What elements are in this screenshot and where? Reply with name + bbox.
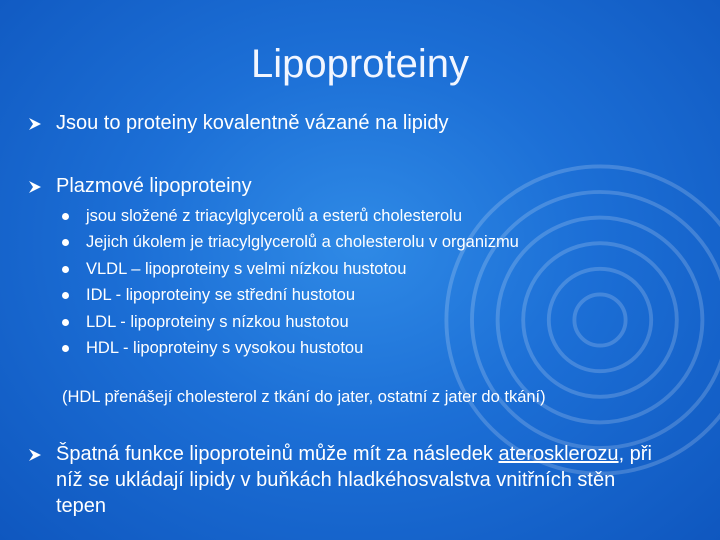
dot-icon bbox=[62, 319, 69, 326]
list-item bbox=[62, 283, 682, 310]
arrowhead-icon bbox=[28, 117, 42, 131]
slide-title: Lipoproteiny bbox=[251, 42, 469, 86]
bullet-text: Jsou to proteiny kovalentně vázané na lipidy bbox=[56, 112, 449, 134]
arrowhead-icon bbox=[28, 448, 42, 462]
atherosclerosis-link[interactable]: aterosklerozu bbox=[498, 443, 619, 465]
dot-icon bbox=[62, 292, 69, 299]
list-item bbox=[62, 309, 682, 336]
list-item-text: jsou složené z triacylglycerolů a esterů cholesterolu bbox=[86, 206, 463, 225]
bullet-text-part2: , při níž se ukládají lipidy v buňkách hladkéhosvalstva vnitřních stěn tepen bbox=[56, 443, 652, 517]
list-item bbox=[62, 256, 682, 283]
dot-icon bbox=[62, 213, 69, 220]
list-item-text: LDL - lipoproteiny s nízkou hustotou bbox=[86, 312, 349, 331]
list-item-text: IDL - lipoproteiny se střední hustotou bbox=[86, 286, 356, 305]
list-item-text: Jejich úkolem je triacylglycerolů a cholesterolu v organizmu bbox=[86, 233, 519, 252]
bullet-text bbox=[56, 441, 656, 519]
hdl-note: (HDL přenášejí cholesterol z tkání do jater, ostatní z jater do tkání) bbox=[62, 388, 546, 406]
dot-icon bbox=[62, 239, 69, 246]
list-item bbox=[62, 336, 682, 363]
bullet-text-part1: Špatná funkce lipoproteinů může mít za následek bbox=[56, 443, 493, 465]
sub-bullet-list bbox=[62, 203, 682, 362]
dot-icon bbox=[62, 345, 69, 352]
bullet-dysfunction bbox=[28, 441, 656, 519]
bullet-proteins bbox=[28, 110, 448, 136]
bullet-plasma-lipoproteins bbox=[28, 173, 252, 199]
dot-icon bbox=[62, 266, 69, 273]
arrowhead-icon bbox=[28, 180, 42, 194]
list-item bbox=[62, 230, 682, 257]
list-item-text: VLDL – lipoproteiny s velmi nízkou hustotou bbox=[86, 259, 407, 278]
bullet-text: Plazmové lipoproteiny bbox=[56, 175, 252, 197]
list-item-text: HDL - lipoproteiny s vysokou hustotou bbox=[86, 339, 364, 358]
list-item bbox=[62, 203, 682, 230]
